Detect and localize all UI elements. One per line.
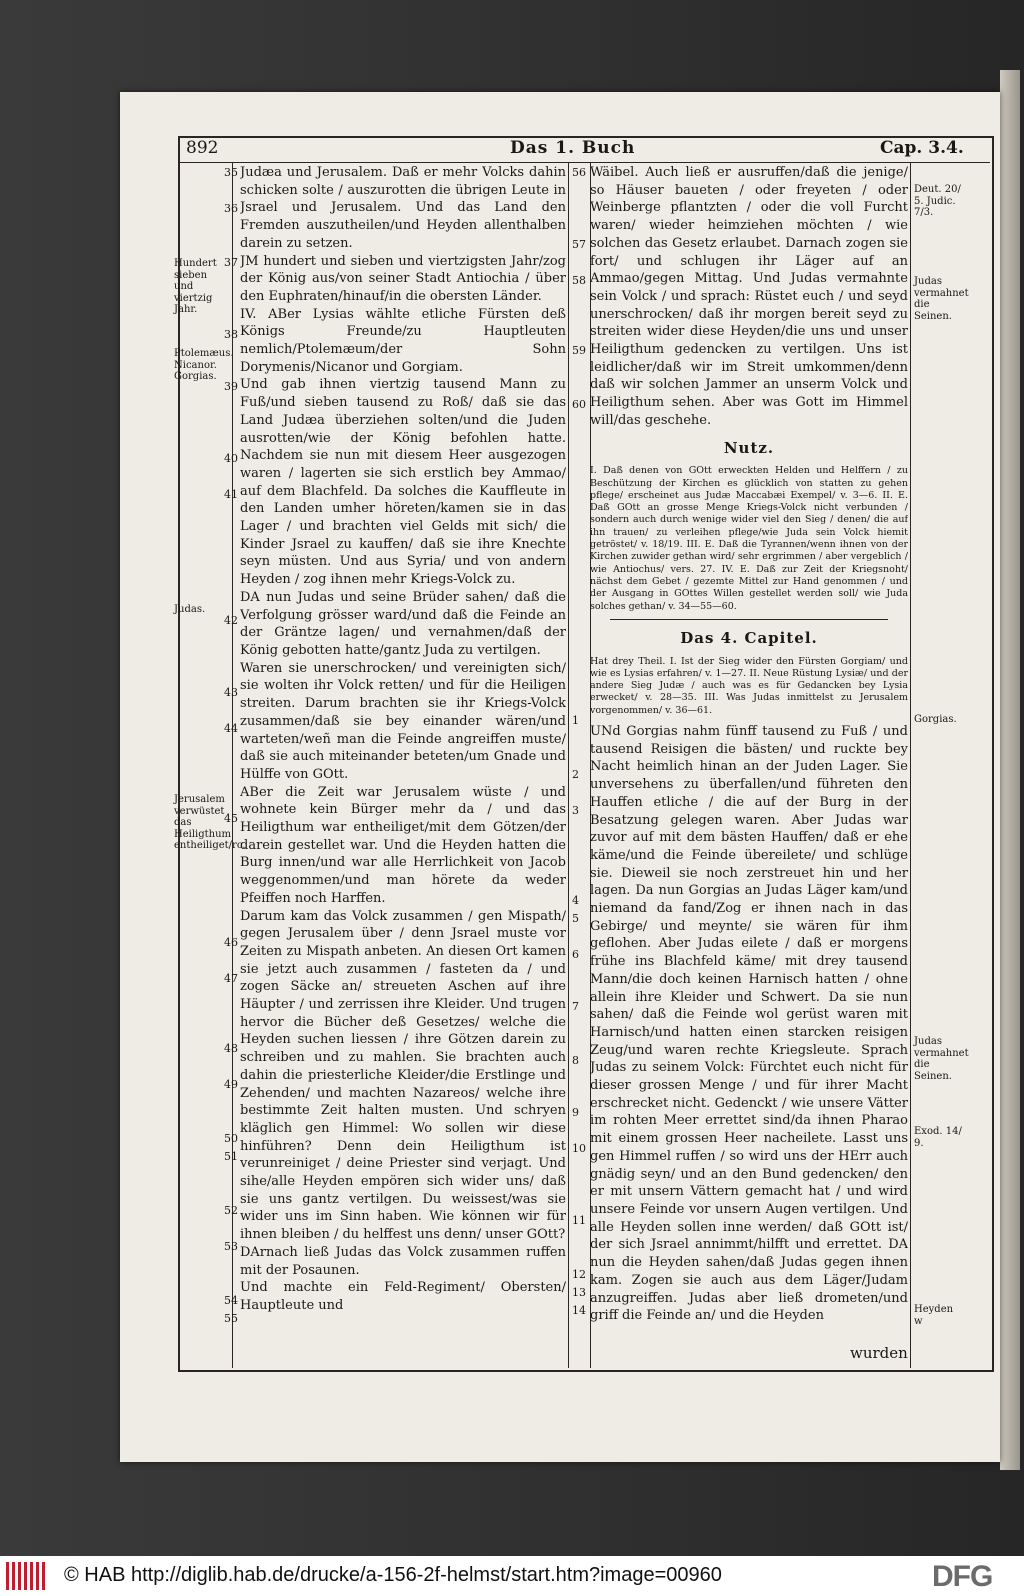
verse-number: 9 xyxy=(572,1106,579,1119)
verse-text: DA nun Judas und seine Brüder sahen/ daß die Verfolgung grösser ward/und daß die Feinde an der Gräntze lagen/ und vernahmen/daß der König gebotten hatte/gantz Juda zu vertilgen. xyxy=(240,589,566,658)
footer-bar xyxy=(0,1556,1024,1596)
verse-text: Judas aber ließ drometen/und griff die Feinde an/ und die Heyden xyxy=(590,1290,908,1324)
verse-number: 12 xyxy=(572,1268,586,1281)
dfg-logo: DFG xyxy=(932,1560,993,1593)
verse-text: Sie brachten auch dahin die priesterliche Kleider/die Erstlinge und Zehenden/ und machten Nazareos/ xyxy=(240,1050,566,1101)
verse-text: Da nun Gorgias an Judas Läger kam/und niemand da fand/Zog er ihnen nach in das Gebirge/ und meynte/ sie wären für ihm geflohen. xyxy=(590,883,908,952)
verse-text: Leute in Jsrael und Jerusalem. Und das Land den Fremden auszutheilen/und Heyden allenthalben darein zu setzen. xyxy=(240,182,566,251)
verse-text: Sprach Judas zu seinem Volck: Fürchtet euch nicht für dieser grossen Menge / und für ihrer Macht erschrecket nicht. xyxy=(590,1042,908,1111)
margin-note: Judas vermahnet die Seinen. xyxy=(914,1036,969,1082)
verse-number: 13 xyxy=(572,1286,586,1299)
hab-logo-icon xyxy=(6,1562,46,1590)
book-page xyxy=(120,92,1000,1462)
verse-number: 57 xyxy=(572,238,586,251)
verse-text: Sie unversehens zu überfallen/und führeten den Hauffen etliche / die auf xyxy=(590,759,908,810)
verse-number: 45 xyxy=(224,812,238,825)
verse-number: 42 xyxy=(224,614,238,627)
verse-text: Und machte ein Feld-Regiment/ Obersten/ Hauptleute und xyxy=(240,1280,566,1313)
verse-text: UNd Gorgias nahm fünff tausend zu Fuß / und tausend Reisigen die bästen/ und ruckte bey Nacht heimlich hinan an der Juden Lager. xyxy=(590,724,908,775)
verse-number: 60 xyxy=(572,398,586,411)
verse-number: 11 xyxy=(572,1214,586,1227)
verse-number: 58 xyxy=(572,274,586,287)
verse-number: 51 xyxy=(224,1150,238,1163)
verse-number: 59 xyxy=(572,344,586,357)
page-number: 892 xyxy=(186,138,219,158)
left-text-column xyxy=(240,164,566,1364)
verse-number: 56 xyxy=(572,166,586,179)
page-header xyxy=(180,136,990,163)
verse-number: 47 xyxy=(224,972,238,985)
margin-note: Heyden w xyxy=(914,1304,954,1327)
chapter-heading: Das 4. Capitel. xyxy=(680,628,818,647)
right-text-column xyxy=(590,164,908,1364)
verse-number: 8 xyxy=(572,1054,579,1067)
verse-text: Nachdem sie nun mit diesem Heer ausgezogen waren / lagerten sie sich erstlich bey Ammao/ auf dem Blachfeld. xyxy=(240,448,566,499)
verse-text: Da solches die Kauffleute in den Landen umher höreten/kamen sie in das Lager / und brachten viel Gelds mit sich/ die Kinder Jsrael zu kauffen/ daß sie ihre Knechte seyn müsten. Und aus Syria/ und von andern Heyden / zog ihnen mehr Kriegs-Volck zu. xyxy=(240,483,566,588)
verse-text: Und gab ihnen viertzig tausend Mann zu Fuß/und sieben tausend zu Roß/ daß sie das Land Judæa überziehen solten/und die Juden ausrotten/wie der König befohlen hatte. xyxy=(240,377,566,446)
verse-number: 53 xyxy=(224,1240,238,1253)
verse-number: 35 xyxy=(224,166,238,179)
verse-text: DArnach ließ Judas das Volck zusammen ruffen mit der Posaunen. xyxy=(240,1244,566,1278)
margin-note: Judas vermahnet die Seinen. xyxy=(914,276,969,322)
margin-note: Hundert sieben und viertzig Jahr. xyxy=(174,258,217,315)
nutz-text: I. Daß denen von GOtt erweckten Helden und Helffern / zu Beschützung der Kirchen es glücklich von statten zu gehen pflege/ erscheinet aus Judæ Maccabæi Exempel/ v. 3—6. II. E. Daß GOtt an grosse Menge Kriegs-Volck nicht verbunden / sondern auch durch wenige wider viel den Sieg / denen/ die auf ihn trauen/ zu verleihen pflege/wie Juda sein Volck hiemit getröstet/ v. 18/19. III. E. Daß die Tyrannen/wenn ihnen von der Kirchen zuwider gethan wird/ sehr ergrimmen / aber vergeblich / wie Antiochus/ vers. 27. IV. E. Daß zur Zeit der Kriegsnoht/ nächst dem Gebet / gezemte Mittel zur Hand genommen / und der Ausgang in GOttes Willen gestellet werden soll/ wie Juda solches gethan/ v. 34—55—60. xyxy=(590,465,908,612)
verse-number: 7 xyxy=(572,1000,579,1013)
nutz-heading: Nutz. xyxy=(723,438,775,457)
verse-text: Du weissest/was sie wider uns im Sinn haben. Wie können wir für ihnen bleiben / du helffest uns denn/ unser GOtt? xyxy=(240,1191,566,1243)
verse-text: JM hundert und sieben und viertzigsten Jahr/zog der König aus/von seiner Stadt Antiochia / über den Euphraten/hinauf/in die obersten Länder. xyxy=(240,253,566,304)
chapter-verses xyxy=(590,723,908,1325)
verse-number: 54 xyxy=(224,1294,238,1307)
verse-text: Und sihe/alle Heyden empören sich wider uns/ daß sie uns gantz vertilgen. xyxy=(240,1156,566,1207)
verse-number: 1 xyxy=(572,714,579,727)
verse-text: Judæa und Jerusalem. Daß er mehr Volcks dahin schicken solte / auszurotten die übrigen xyxy=(240,165,566,198)
verse-text: Und alle Heyden sollen inne werden/ daß GOtt ist/ der sich Jsrael annimmt/hilfft und errettet. xyxy=(590,1201,908,1253)
verse-number: 55 xyxy=(224,1312,238,1325)
verse-text: DA nun die Heyden sahen/daß Judas gegen ihnen kam. xyxy=(590,1237,908,1288)
verse-number: 2 xyxy=(572,768,579,781)
verse-text: Aber Judas eilete / daß er morgens frühe ins Blachfeld käme/ mit drey tausend Mann/die doch keinen Harnisch hatten / ohne allein ihre Kleider und Schwert. xyxy=(590,936,908,1005)
verse-text: Zogen sie auch aus dem Läger/Judam anzugreiffen. xyxy=(590,1272,908,1306)
verse-text: Aber Judas war zuvor auf mit dem bästen Hauffen/ daß er ehe käme/und die Feinde übereilete/ und schlüge sie. Dieweil sie noch zerstreuet hin und her lagen. xyxy=(590,812,908,899)
running-title: Das 1. Buch xyxy=(510,138,636,158)
margin-note: Ptolemæus. Nicanor. Gorgias. xyxy=(174,348,234,382)
verse-text: und für die Heiligen streiten. Darum brachten sie ihr Kriegs-Volck zusammen/daß sie bey einander wären/und warteten/weñ man die Feinde angreiffen muste/ daß sie auch miteinander beteten/um Gnade und Hülffe von GOtt. xyxy=(240,678,566,782)
verse-number: 41 xyxy=(224,488,238,501)
divider xyxy=(610,619,888,620)
verse-number: 10 xyxy=(572,1142,586,1155)
verse-text: Aber was Gott im Himmel will/das geschehe. xyxy=(590,395,908,428)
verse-number: 49 xyxy=(224,1078,238,1091)
verse-number: 37 xyxy=(224,256,238,269)
right-margin-rule xyxy=(910,162,911,1368)
verse-text: welche ihre bestimmte Zeit halten musten. xyxy=(240,1085,566,1119)
chapter-summary: Hat drey Theil. I. Ist der Sieg wider den Fürsten Gorgiam/ und wie es Lysias erfahren/ v. 1—27. II. Neue Rüstung Lysiæ/ und der andere Sieg Judæ / auch was es für Gedancken bey Lysia erwecket/ v. 28—35. III. Was Judas inmittelst zu Jerusalem vorgenommen/ v. 36—61. xyxy=(590,655,908,716)
verse-number: 44 xyxy=(224,722,238,735)
verse-text: ABer die Zeit war Jerusalem wüste / und wohnete kein Bürger mehr da / und das Heiligthum war entheiliget/mit dem Götzen/der darein gestellet war. Und die Heyden hatten die Burg innen/und war alle Herrlichkeit von Jacob weggenommen/und man hörete da weder Pfeiffen noch Harffen. xyxy=(240,784,566,906)
verse-text: Wäibel. Auch ließ er ausruffen/daß die jenige/ so Häuser baueten / oder freyeten / oder Weinberge pflantzten / oder die voll Furcht waren/ wieder heimziehen möchten / wie solchen das xyxy=(590,165,908,251)
verse-text: Gedenckt / wie unsere Vätter im rohten Meer errettet sind/da ihnen Pharao mit einem grossen Heer nacheilete. xyxy=(590,1095,908,1147)
verse-number: 3 xyxy=(572,804,579,817)
verse-number: 14 xyxy=(572,1304,586,1317)
chapter-reference: Cap. 3.4. xyxy=(880,138,964,158)
left-column-rule xyxy=(568,162,569,1368)
margin-note: Exod. 14/ 9. xyxy=(914,1126,962,1149)
verse-number: 52 xyxy=(224,1204,238,1217)
verse-text: IV. ABer Lysias wählte etliche Fürsten deß Königs Freunde/zu Hauptleuten nemlich/Ptolemæum/der Sohn Dorymenis/Nicanor und Gorgiam. xyxy=(240,306,566,375)
verse-text: Und Judas vermahnte sein Volck / und sprach: Rüstet euch / und seyd unerschrocken/ daß ihr morgen bereit seyd zu streiten wider diese Heyden/die uns und unser Heiligthum gedencken zu vertilgen. xyxy=(590,271,908,358)
margin-note: Deut. 20/ 5. Judic. 7/3. xyxy=(914,184,961,218)
verse-text: Darum kam das Volck zusammen / gen Mispath/ gegen Jerusalem über / denn Jsrael xyxy=(240,908,566,942)
verse-text: Uns ist leidlicher/daß wir im Streit umkommen/denn daß wir solchen Jammer an unserm Volck und Heiligthum sehen. xyxy=(590,342,908,411)
verse-number: 39 xyxy=(224,380,238,393)
verse-number: 48 xyxy=(224,1042,238,1055)
next-page-edge xyxy=(1000,70,1020,1470)
verse-number: 46 xyxy=(224,936,238,949)
margin-note: Gorgias. xyxy=(914,714,957,725)
verse-number: 50 xyxy=(224,1132,238,1145)
verse-number: 40 xyxy=(224,452,238,465)
verse-text: Und trugen hervor die Bücher deß Gesetzes/ welche die Heyden suchen liessen / ihre Götzen darein zu schreiben und zu mahlen. xyxy=(240,997,566,1066)
verse-number: 36 xyxy=(224,202,238,215)
verse-text: muste vor Zeiten zu Mispath anbeten. An diesen Ort kamen sie jetzt auch zusammen / fasteten da / und zogen Säcke an/ streueten Aschen auf ihre Häupter / und zerrissen ihre Kleider. xyxy=(240,926,566,1013)
verse-text: Waren sie unerschrocken/ und vereinigten sich/ sie wolten ihr Volck retten/ xyxy=(240,660,566,694)
verse-number: 4 xyxy=(572,894,579,907)
verse-text: Und schryen kläglich gen Himmel: Wo sollen wir diese hinführen? Denn dein Heiligthum ist verunreiniget / deine Priester sind verjagt. xyxy=(240,1103,566,1172)
verse-text: Lasst uns gen Himmel ruffen / so wird uns der HErr auch gnädig seyn/ und an den Bund gedencken/ den er mit unsern Vättern gemacht hat / und wird unsere Feinde vor unsern Augen vertilgen. xyxy=(590,1131,908,1217)
margin-note: Judas. xyxy=(174,604,206,615)
copyright-url[interactable]: © HAB http://diglib.hab.de/drucke/a-156-2f-helmst/start.htm?image=00960 xyxy=(64,1564,722,1586)
verse-number: 43 xyxy=(224,686,238,699)
verse-text: Da sie nun sahen/ daß die Feinde wol gerüst waren mit Harnisch/und hatten einen starcken reisigen Zeug/und waren rechte Kriegsleute. xyxy=(590,989,908,1058)
verse-number: 5 xyxy=(572,912,579,925)
catchword: wurden xyxy=(850,1344,908,1362)
margin-note: Jerusalem verwüstet das Heiligthum entheiliget/rc. xyxy=(174,794,246,851)
verse-text: Gesetz erlaubet. Darnach zogen sie fort/ und schlugen ihr Läger auf an Ammao/gegen Mittag. xyxy=(590,235,908,287)
verse-number: 6 xyxy=(572,948,579,961)
verse-text: der Burg in der Besatzung gelegen waren. xyxy=(590,794,908,828)
verse-number: 38 xyxy=(224,328,238,341)
